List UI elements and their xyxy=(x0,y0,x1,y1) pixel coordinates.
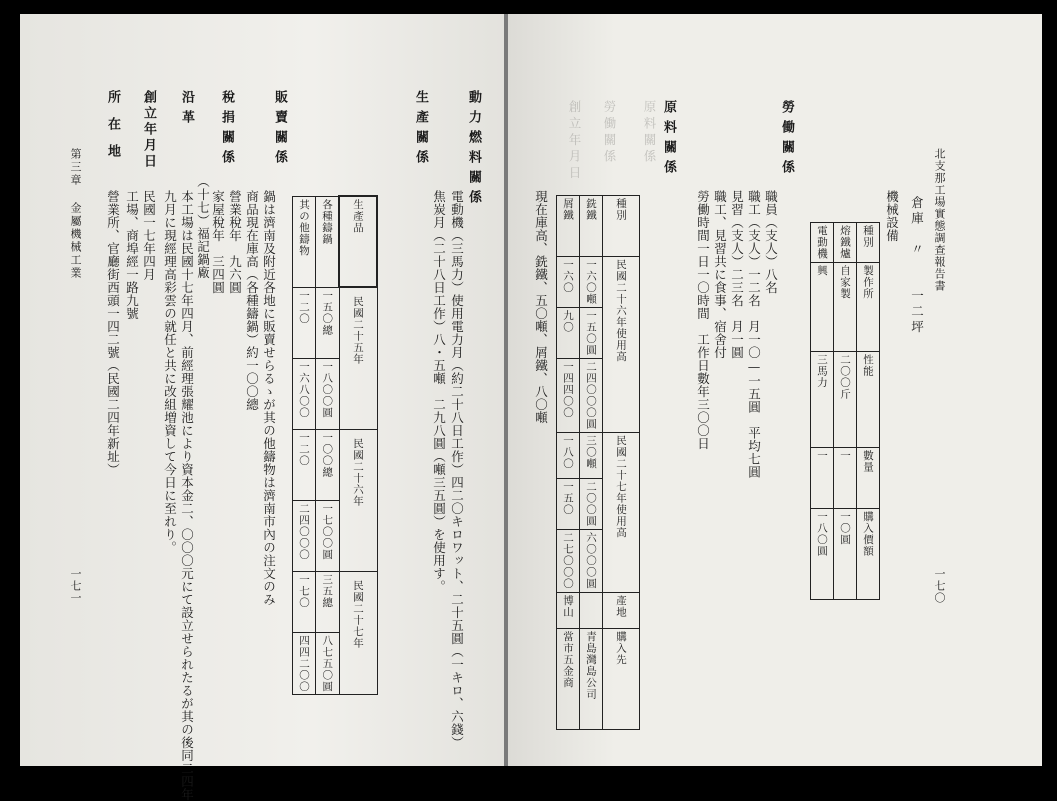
prod-cell: 一二〇 xyxy=(298,431,311,466)
fuel-heading: 動力燃料關係 xyxy=(466,90,481,210)
mat-item: 銑鐵 xyxy=(585,198,598,221)
prod-cell: 一七〇〇圓 xyxy=(321,502,334,560)
mat-cell: 三〇噸 xyxy=(585,435,598,470)
mat-cell: 二〇〇圓 xyxy=(585,481,598,527)
prod-year-27: 民國二十七年 xyxy=(352,579,365,649)
sales-line-1: 鍋は濟南及附近各地に販賣せらるゝが其の他鑄物は濟南市內の注文のみ xyxy=(261,190,277,606)
tax-heading: 稅捐關係 xyxy=(219,90,234,170)
prod-cell: 一〇〇總 xyxy=(321,431,334,478)
prod-cell: 一七〇 xyxy=(298,573,311,608)
prod-cell: 一六八〇〇 xyxy=(298,360,311,418)
location-heading: 所在地 xyxy=(105,90,120,171)
sales-line-2: 商品現在庫高（各種鑄鍋）約一〇〇總 xyxy=(244,190,260,411)
labor-heading: 勞働關係 xyxy=(779,100,794,180)
prod-cell: 一八〇〇圓 xyxy=(321,360,334,418)
equip-price: 一八〇圓 xyxy=(816,510,829,557)
mat-supplier: 青島灣島公司 xyxy=(585,630,598,700)
prod-cell: 八七五〇圓 xyxy=(321,634,334,692)
equip-spec: 三馬力 xyxy=(816,353,829,388)
mat-cell: 一五〇 xyxy=(562,481,575,516)
equip-name: 電動機 xyxy=(816,225,829,260)
equip-header: 製作所 xyxy=(862,264,875,299)
mat-cell: 二七〇〇〇 xyxy=(562,532,575,590)
equipment-heading: 機械設備 xyxy=(884,190,900,242)
prod-cell: 一二〇 xyxy=(298,289,311,324)
mat-header-supplier: 購入先 xyxy=(615,630,628,665)
mat-origin: 博山 xyxy=(562,594,575,618)
factory-title: （十七）福記鍋廠 xyxy=(195,175,211,279)
production-heading: 生產關係 xyxy=(413,90,428,170)
labor-line-5: 勞働時間一日一〇時間 工作日數年三〇〇日 xyxy=(695,190,711,450)
prod-year-26: 民國二十六年 xyxy=(352,437,365,507)
equip-spec: 二〇〇斤 xyxy=(839,353,852,400)
equip-price: 一〇圓 xyxy=(839,510,852,545)
mat-cell: 一八〇 xyxy=(562,435,575,470)
labor-line-1: 職員（支人）八名 xyxy=(763,190,779,294)
chapter-title: 第三章 金屬機械工業 xyxy=(69,148,82,280)
mat-year-27: 民國二十七年使用高 xyxy=(615,435,628,539)
right-page-number: 一七〇 xyxy=(933,568,946,604)
mat-cell: 六〇〇〇圓 xyxy=(585,532,598,590)
prod-year-25: 民國二十五年 xyxy=(352,296,365,365)
equip-header: 購入價額 xyxy=(862,510,875,557)
mat-cell: 一六〇噸 xyxy=(585,259,598,305)
equip-header: 性能 xyxy=(862,353,875,377)
bleed-text: 原料關係 xyxy=(642,100,657,166)
mat-header-item: 種別 xyxy=(615,198,628,221)
history-heading: 沿革 xyxy=(179,90,194,130)
mat-cell: 一五〇圓 xyxy=(585,310,598,356)
equip-header: 種別 xyxy=(862,225,875,248)
equip-header: 數量 xyxy=(862,449,875,473)
equip-qty: 一 xyxy=(839,449,852,461)
mat-year-26: 民國二十六年使用高 xyxy=(615,259,628,363)
labor-line-2: 職工（支人）一二名 月一〇—一五圓 平均七圓 xyxy=(746,190,762,479)
founded-heading: 創立年月日 xyxy=(141,90,156,170)
mat-cell: 一四四〇〇 xyxy=(562,361,575,419)
warehouse-line: 倉庫 〃 一二坪 xyxy=(909,196,925,336)
running-head: 北支那工場實態調查報告書 xyxy=(933,148,946,292)
mat-supplier: 當市五金商 xyxy=(562,630,575,688)
equip-qty: 一 xyxy=(816,449,829,461)
prod-cell: 四四二〇〇 xyxy=(298,634,311,692)
material-heading: 原料關係 xyxy=(661,100,676,180)
prod-row-pots: 各種鑄鍋 xyxy=(316,196,340,287)
mat-cell: 一六〇 xyxy=(562,259,575,294)
prod-cell: 二四〇〇〇 xyxy=(298,502,311,560)
equip-maker: 自家製 xyxy=(839,264,852,299)
mat-item: 屑鐵 xyxy=(562,198,575,221)
tax-line-2: 家屋稅年 三四圓 xyxy=(210,190,226,294)
history-line-2: 九月に現經理高彩雲の就任と共に改組増資して今日に至れり。 xyxy=(162,190,178,554)
prod-cell: 一五〇總 xyxy=(321,289,334,336)
tax-line-1: 營業稅年 九六圓 xyxy=(227,190,243,294)
fuel-line-1: 電動機（三馬力）使用電力月（約二十八日工作）四二〇キロワット、二十五圓（一キロ、六錢） xyxy=(449,190,465,749)
labor-line-3: 見習（支人）二三名 月一圓 xyxy=(729,190,745,359)
left-page-number: 一七一 xyxy=(69,568,82,604)
prod-cell: 三五總 xyxy=(321,573,334,608)
factory-address: 工場、商埠經一路九號 xyxy=(124,190,140,320)
equip-maker: 興 xyxy=(816,264,829,276)
prod-row-other: 其の他鑄物 xyxy=(293,196,316,287)
fuel-line-2: 焦炭月（二十八日工作）八・五噸 二九八圓（噸三五圓）を使用す。 xyxy=(431,190,447,593)
founded-value: 民國一七年四月 xyxy=(141,190,157,281)
sales-heading: 販賣關係 xyxy=(272,90,287,170)
history-line-1: 本工場は民國十七年四月、前經理張耀池により資本金二、〇〇〇元にて設立せられたるが其の後同二四年 xyxy=(179,190,195,801)
bleed-text: 勞働關係 xyxy=(602,100,617,166)
equipment-table xyxy=(810,222,880,600)
office-address: 營業所、官廳街西頭一四二號（民國二四年新址） xyxy=(105,190,121,476)
equip-name: 熔鐵爐 xyxy=(839,225,852,260)
bleed-text: 創立年月日 xyxy=(567,100,582,183)
labor-line-4: 職工、見習共に食事、宿舍付 xyxy=(712,190,728,359)
prod-header-item: 生產品 xyxy=(339,196,377,287)
stock-line: 現在庫高、銑鐵、五〇噸、屑鐵、八〇噸 xyxy=(533,190,549,424)
mat-cell: 二四〇〇〇圓 xyxy=(585,361,598,430)
material-table xyxy=(556,195,640,730)
production-table xyxy=(292,195,378,695)
mat-cell: 九〇 xyxy=(562,310,575,333)
mat-header-origin: 產地 xyxy=(615,594,628,618)
